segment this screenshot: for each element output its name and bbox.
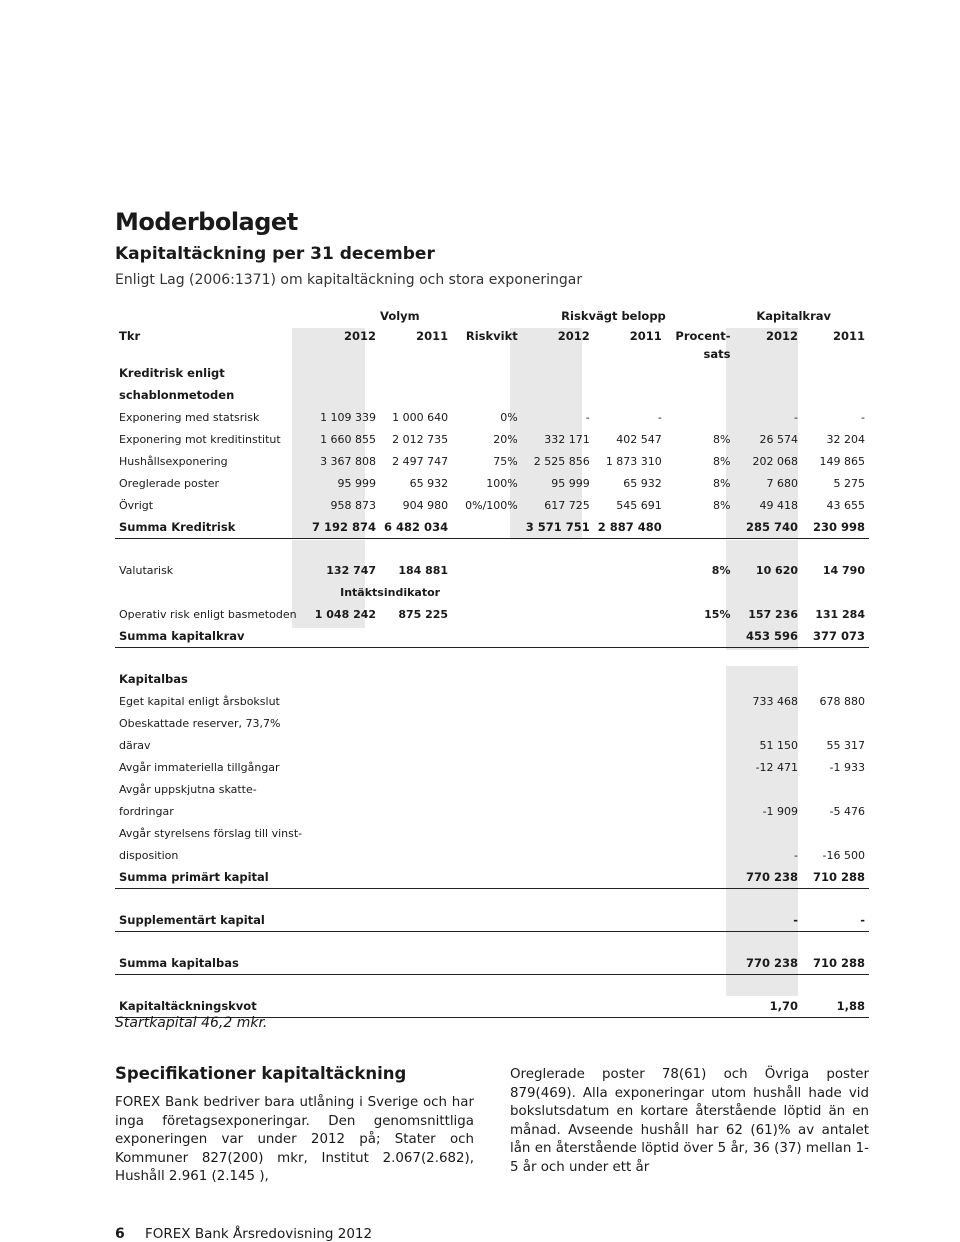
- cell: -: [585, 410, 590, 424]
- col-riskvikt: Riskvikt: [465, 329, 518, 343]
- cell: 65 932: [409, 476, 449, 490]
- table-row: [115, 712, 869, 734]
- section-kreditrisk-row2: [115, 384, 869, 406]
- cell: 20%: [493, 432, 518, 446]
- cell: -16 500: [822, 848, 865, 862]
- kapitalbas-title-row: [115, 668, 869, 690]
- summa-kapitalkrav-row: [115, 625, 869, 648]
- cell: 710 288: [802, 952, 869, 975]
- col-2011: 2011: [416, 329, 449, 343]
- cell: 95 999: [551, 476, 590, 490]
- cell: 7 192 874: [306, 516, 380, 539]
- row-label: Exponering mot kreditinstitut: [119, 432, 281, 446]
- supplementart-row: [115, 909, 869, 932]
- cell: [666, 516, 735, 539]
- cell: 617 725: [544, 498, 590, 512]
- cell: 49 418: [759, 498, 799, 512]
- summa-primart-row: [115, 866, 869, 889]
- kapitalbas-title: Kapitalbas: [119, 672, 188, 686]
- cell: 453 596: [734, 625, 802, 648]
- cell: 3 367 808: [320, 454, 377, 468]
- cell: 8%: [713, 476, 731, 490]
- cell: 202 068: [752, 454, 799, 468]
- cell: 95 999: [337, 476, 377, 490]
- page-title: Moderbolaget: [115, 208, 298, 236]
- row-label: Obeskattade reserver, 73,7%: [119, 716, 281, 730]
- cell: 184 881: [398, 563, 449, 577]
- cell: -: [802, 909, 869, 932]
- row-label: Operativ risk enligt basmetoden: [119, 607, 297, 621]
- col-2012-rv: 2012: [557, 329, 590, 343]
- cell: 149 865: [819, 454, 865, 468]
- row-label: fordringar: [119, 804, 174, 818]
- spacer-row: [115, 975, 869, 996]
- col-tkr: Tkr: [119, 329, 141, 343]
- cell: -1 909: [762, 804, 799, 818]
- section-kreditrisk-2: schablonmetoden: [119, 388, 235, 402]
- cell: 1,88: [802, 995, 869, 1018]
- spacer-row: [115, 539, 869, 560]
- section-kreditrisk: Kreditrisk enligt: [119, 366, 225, 380]
- row-label: Supplementärt kapital: [115, 909, 306, 932]
- valutarisk-row: [115, 559, 869, 581]
- cell: 1 660 855: [320, 432, 377, 446]
- cell: [452, 516, 522, 539]
- col-procent: Procent-: [675, 329, 731, 343]
- cell: 8%: [711, 563, 731, 577]
- spacer-row: [115, 932, 869, 953]
- cell: 2 012 735: [392, 432, 449, 446]
- spec-text-left: FOREX Bank bedriver bara utlåning i Sverige och har inga företagsexponeringar. Den genomsnittliga exponeringen var under 2012 på; Stater och Kommuner 827(200) mkr, Institut 2.067(2.682), Hushåll 2.961 (2.145 ),: [115, 1095, 474, 1185]
- cell: 131 284: [815, 607, 865, 621]
- cell: 15%: [704, 607, 731, 621]
- cell: 230 998: [802, 516, 869, 539]
- cell: 332 171: [544, 432, 590, 446]
- cell: 1 873 310: [605, 454, 662, 468]
- row-label: disposition: [119, 848, 179, 862]
- table-row: [115, 756, 869, 778]
- table-row: [115, 494, 869, 516]
- table-row: [115, 778, 869, 800]
- col-2011-kk: 2011: [832, 329, 865, 343]
- cell: 710 288: [802, 866, 869, 889]
- cell: 770 238: [734, 952, 802, 975]
- cell: 26 574: [759, 432, 799, 446]
- cell: -: [734, 909, 802, 932]
- group-header-row: [115, 306, 869, 326]
- cell: -12 471: [755, 760, 799, 774]
- col-2012: 2012: [344, 329, 377, 343]
- spec-title: Specifikationer kapitaltäckning: [115, 1064, 407, 1083]
- row-label: Summa primärt kapital: [115, 866, 306, 889]
- cell: 2 525 856: [533, 454, 590, 468]
- row-label: Kapitaltäckningskvot: [115, 995, 306, 1018]
- cell: 10 620: [755, 563, 799, 577]
- cell: 75%: [493, 454, 518, 468]
- spacer-row: [115, 889, 869, 910]
- table-row: [115, 406, 869, 428]
- summa-kreditrisk-row: [115, 516, 869, 539]
- cell: 132 747: [326, 563, 377, 577]
- cell: 285 740: [734, 516, 802, 539]
- cell: 1 048 242: [314, 607, 377, 621]
- col-2012-kk: 2012: [766, 329, 799, 343]
- spec-text-right: Oreglerade poster 78(61) och Övriga poster 879(469). Alla exponeringar utom hushåll hade vid bokslutsdatum en kortare återstående löptid än en månad. Avseende hushåll har 62 (61)% av antalet lån en återstående löptid över 5 år, 36 (37) mellan 1-5 år och under ett år: [510, 1067, 869, 1175]
- cell: 0%/100%: [465, 498, 518, 512]
- row-label: Exponering med statsrisk: [119, 410, 260, 424]
- cell: 65 932: [623, 476, 662, 490]
- cell: 0%: [500, 410, 518, 424]
- row-label: därav: [119, 738, 151, 752]
- table-row: [115, 800, 869, 822]
- row-label: Avgår styrelsens förslag till vinst-: [119, 826, 303, 840]
- row-label: Summa kapitalkrav: [115, 625, 306, 648]
- cell: 8%: [713, 432, 731, 446]
- row-label: Valutarisk: [119, 563, 174, 577]
- spacer-row: [115, 648, 869, 669]
- header-volym: Volym: [380, 309, 420, 323]
- row-label: Summa Kreditrisk: [115, 516, 306, 539]
- cell: -: [657, 410, 662, 424]
- cell: 100%: [486, 476, 518, 490]
- year-header-row: [115, 326, 869, 346]
- row-label: Eget kapital enligt årsbokslut: [119, 694, 280, 708]
- cell: -1 933: [829, 760, 865, 774]
- cell: 958 873: [330, 498, 377, 512]
- cell: 157 236: [748, 607, 799, 621]
- col-2011-rv: 2011: [629, 329, 662, 343]
- sats-row: [115, 346, 869, 362]
- cell: -5 476: [829, 804, 865, 818]
- cell: -: [794, 848, 799, 862]
- cell: -: [794, 410, 799, 424]
- cell: 8%: [713, 454, 731, 468]
- cell: 14 790: [822, 563, 865, 577]
- footer-text: FOREX Bank Årsredovisning 2012: [145, 1226, 373, 1242]
- intaktsindikator-label: Intäktsindikator: [340, 585, 441, 599]
- row-label: Oreglerade poster: [119, 476, 220, 490]
- row-label: Avgår immateriella tillgångar: [119, 760, 280, 774]
- cell: 51 150: [759, 738, 799, 752]
- table-row: [115, 734, 869, 756]
- cell: 1 109 339: [320, 410, 377, 424]
- cell: 6 482 034: [380, 516, 452, 539]
- cell: -: [861, 410, 865, 424]
- row-label: Avgår uppskjutna skatte-: [119, 782, 257, 796]
- intakt-row: [115, 581, 869, 603]
- cell: 8%: [713, 498, 731, 512]
- row-label: Hushållsexponering: [119, 454, 228, 468]
- cell: 5 275: [833, 476, 865, 490]
- operativ-row: [115, 603, 869, 625]
- page-number: 6: [115, 1226, 125, 1242]
- cell: [666, 406, 735, 428]
- cell: 43 655: [826, 498, 865, 512]
- cell: 678 880: [819, 694, 865, 708]
- cell: 55 317: [826, 738, 865, 752]
- cell: 7 680: [766, 476, 799, 490]
- summa-kapitalbas-row: [115, 952, 869, 975]
- startkapital-note: Startkapital 46,2 mkr.: [115, 1015, 268, 1031]
- table-row: [115, 428, 869, 450]
- cell: 545 691: [616, 498, 662, 512]
- table-row: [115, 472, 869, 494]
- law-reference: Enligt Lag (2006:1371) om kapitaltäckning och stora exponeringar: [115, 272, 583, 288]
- table-row: [115, 450, 869, 472]
- row-label: Summa kapitalbas: [115, 952, 306, 975]
- table-row: [115, 690, 869, 712]
- capital-adequacy-table: [115, 306, 869, 1018]
- cell: 1 000 640: [392, 410, 449, 424]
- cell: 904 980: [402, 498, 449, 512]
- col-procent-sats: sats: [703, 347, 731, 361]
- cell: 377 073: [802, 625, 869, 648]
- table-row: [115, 844, 869, 866]
- cell: 733 468: [752, 694, 799, 708]
- cell: 3 571 751: [522, 516, 594, 539]
- cell: 32 204: [826, 432, 865, 446]
- header-riskvagt: Riskvägt belopp: [561, 309, 666, 323]
- cell: 2 497 747: [392, 454, 449, 468]
- cell: 2 887 480: [594, 516, 666, 539]
- section-subtitle: Kapitaltäckning per 31 december: [115, 244, 435, 264]
- row-label: Övrigt: [119, 498, 154, 512]
- table-row: [115, 822, 869, 844]
- header-kapitalkrav: Kapitalkrav: [756, 309, 831, 323]
- cell: 402 547: [616, 432, 662, 446]
- cell: 1,70: [734, 995, 802, 1018]
- cell: 770 238: [734, 866, 802, 889]
- section-kreditrisk-row1: [115, 362, 869, 384]
- cell: 875 225: [398, 607, 449, 621]
